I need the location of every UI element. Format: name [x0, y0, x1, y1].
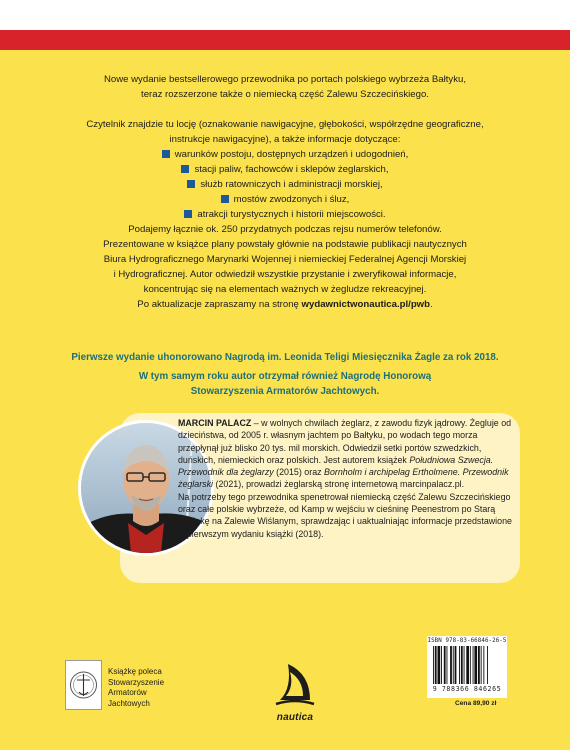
square-bullet-icon — [187, 180, 195, 188]
bullet-item: stacji paliw, fachowców i sklepów żeglarskich, — [70, 162, 500, 177]
reader-line: Czytelnik znajdzie tu locję (oznakowanie nawigacyjne, głębokości, współrzędne geograficzne, — [86, 119, 484, 130]
barcode-bar — [447, 646, 448, 684]
barcode-bar — [459, 646, 460, 684]
barcode-bar — [473, 646, 474, 684]
bullet-item: służb ratowniczych i administracji morskiej, — [70, 177, 500, 192]
barcode-bar — [435, 646, 437, 684]
bullet-item: mostów zwodzonych i śluz, — [70, 192, 500, 207]
recommendation-text — [108, 667, 164, 709]
barcode-bar — [483, 646, 484, 684]
square-bullet-icon — [184, 210, 192, 218]
website-link[interactable]: wydawnictwonautica.pl/pwb — [301, 299, 431, 310]
price-label: Cena 89,90 zł — [455, 700, 497, 707]
body-line: i Hydrograficznej. Autor odwiedził wszystkie przystanie i zweryfikował informacje, — [113, 269, 457, 280]
body-line: koncentrując się na elementach ważnych w żegludze rekreacyjnej. — [143, 284, 427, 295]
square-bullet-icon — [162, 150, 170, 158]
isbn-text: ISBN 978-83-66846-26-5 — [427, 638, 507, 644]
reader-line: instrukcje nawigacyjne), a także informacje dotyczące: — [169, 134, 401, 145]
square-bullet-icon — [221, 195, 229, 203]
recommendation-line: Armatorów — [108, 688, 147, 697]
barcode-bar — [464, 646, 465, 684]
author-bio — [178, 417, 516, 540]
body-line: Biura Hydrograficznego Marynarki Wojennej i niemieckiej Federalnej Agencji Morskiej — [103, 254, 467, 265]
barcode-bar — [466, 646, 469, 684]
barcode-bar — [461, 646, 463, 684]
recommendation-line: Stowarzyszenie — [108, 677, 165, 687]
award-block — [62, 350, 508, 399]
publisher-name: nautica — [276, 712, 314, 723]
square-bullet-icon — [181, 165, 189, 173]
author-bio-paragraph: Na potrzeby tego przewodnika spenetrował niemiecką część Zalewu Szczecińskiego oraz całe polskie wybrzeże, od Kamp w wejściu w cieśninę Peenestrom po Starą Pasłękę na Zalewie Wiślanym, sprawdzając i uaktualniając informacje przedstawione w pierwszym wydaniu książki (2018). — [178, 491, 512, 539]
association-badge — [65, 660, 102, 710]
association-emblem-icon — [66, 661, 101, 709]
barcode-bar — [481, 646, 482, 684]
intro-line: teraz rozszerzone także o niemiecką część Zalewu Szczecińskiego. — [141, 89, 429, 100]
award-line: Stowarzyszenia Armatorów Jachtowych. — [190, 386, 380, 397]
barcode-bar — [455, 646, 457, 684]
body-line: Prezentowane w książce plany powstały głównie na podstawie publikacji nautycznych — [103, 239, 467, 250]
barcode-bar — [433, 646, 434, 684]
barcode-bars — [433, 646, 501, 686]
update-line: Po aktualizacje zapraszamy na stronę wydawnictwonautica.pl/pwb. — [137, 299, 433, 310]
description-block — [70, 72, 500, 312]
recommendation-line: Książkę poleca — [108, 667, 162, 676]
author-bio-paragraph: MARCIN PALACZ – w wolnych chwilach żeglarz, z zawodu fizyk jądrowy. Żegluje od dzieciństwa, od 2005 r. własnym jachtem po Bałtyku, po wodach tego morza przepłynął już blisko 20 tys. mil morskich. Odwiedził setki portów szwedzkich, duńskich, niemieckich oraz polskich. Jest autorem książek Południowa Szwecja. Przewodnik dla żeglarzy (2015) oraz Bornholm i archipelag Ertholmene. Przewodnik żeglarski (2021), prowadzi żeglarską stronę internetową marcinpalacz.pl. — [178, 418, 512, 490]
barcode-bar — [453, 646, 454, 684]
bullet-item: atrakcji turystycznych i historii miejscowości. — [70, 207, 500, 222]
barcode-bar — [450, 646, 452, 684]
barcode-bar — [444, 646, 446, 684]
barcode-bar — [487, 646, 488, 684]
award-line: Pierwsze wydanie uhonorowano Nagrodą im. Leonida Teligi Miesięcznika Żagle za rok 2018. — [71, 352, 499, 363]
book-title: Bornholm i archipelag Ertholmene. Przewodnik żeglarski — [178, 467, 509, 490]
nautica-logo-icon — [270, 660, 320, 710]
body-line: Podajemy łącznie ok. 250 przydatnych podczas rejsu numerów telefonów. — [128, 224, 442, 235]
barcode-digits: 9 788366 846265 — [432, 685, 502, 693]
bullet-item: warunków postoju, dostępnych urządzeń i udogodnień, — [70, 147, 500, 162]
barcode-bar — [438, 646, 441, 684]
top-red-band — [0, 30, 570, 50]
barcode-bar — [470, 646, 471, 684]
book-title: Południowa Szwecja. Przewodnik dla żeglarzy — [178, 454, 494, 478]
recommendation-line: Jachtowych — [108, 698, 150, 708]
barcode-bar — [478, 646, 480, 684]
award-line: W tym samym roku autor otrzymał również Nagrodę Honorową — [138, 371, 432, 382]
barcode-bar — [474, 646, 477, 684]
barcode — [427, 636, 507, 698]
barcode-bar — [441, 646, 442, 684]
intro-line: Nowe wydanie bestsellerowego przewodnika po portach polskiego wybrzeża Bałtyku, — [103, 74, 467, 85]
author-name: MARCIN PALACZ — [178, 418, 252, 428]
